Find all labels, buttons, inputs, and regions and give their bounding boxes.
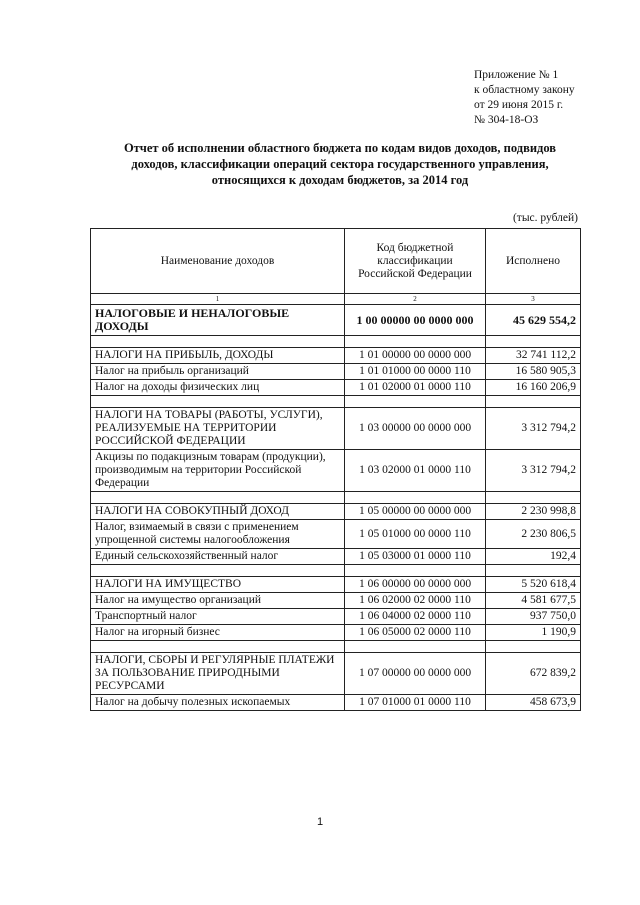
row-code: 1 06 04000 02 0000 110 bbox=[345, 609, 486, 625]
row-code: 1 07 00000 00 0000 000 bbox=[345, 653, 486, 695]
report-title bbox=[90, 140, 590, 188]
title-line-2: доходов, классификации операций сектора государственного управления, bbox=[131, 157, 549, 171]
row-code: 1 05 01000 00 0000 110 bbox=[345, 520, 486, 549]
row-code: 1 01 00000 00 0000 000 bbox=[345, 348, 486, 364]
row-value: 3 312 794,2 bbox=[486, 450, 581, 492]
row-name: Налог, взимаемый в связи с применением упрощенной системы налогообложения bbox=[91, 520, 345, 549]
table-row bbox=[91, 348, 581, 364]
row-value: 192,4 bbox=[486, 549, 581, 565]
row-value: 458 673,9 bbox=[486, 695, 581, 711]
table-row bbox=[91, 609, 581, 625]
spacer-row bbox=[91, 336, 581, 348]
row-name: Транспортный налог bbox=[91, 609, 345, 625]
row-code: 1 05 00000 00 0000 000 bbox=[345, 504, 486, 520]
row-value: 1 190,9 bbox=[486, 625, 581, 641]
table-header-row bbox=[91, 229, 581, 294]
header-code-line-1: Код бюджетной bbox=[376, 241, 454, 254]
row-value: 2 230 998,8 bbox=[486, 504, 581, 520]
table-row bbox=[91, 695, 581, 711]
table-row bbox=[91, 504, 581, 520]
header-value: Исполнено bbox=[486, 229, 581, 294]
row-name: НАЛОГИ НА ИМУЩЕСТВО bbox=[91, 577, 345, 593]
table-row bbox=[91, 450, 581, 492]
row-value: 4 581 677,5 bbox=[486, 593, 581, 609]
column-number: 3 bbox=[486, 294, 581, 305]
page-number: 1 bbox=[316, 816, 324, 828]
table-row bbox=[91, 653, 581, 695]
table-row bbox=[91, 408, 581, 450]
row-code: 1 06 00000 00 0000 000 bbox=[345, 577, 486, 593]
appendix-line-1: Приложение № 1 bbox=[474, 69, 559, 81]
table-row bbox=[91, 593, 581, 609]
row-name: Налог на доходы физических лиц bbox=[91, 380, 345, 396]
row-value: 672 839,2 bbox=[486, 653, 581, 695]
row-name: НАЛОГИ НА ТОВАРЫ (РАБОТЫ, УСЛУГИ), РЕАЛИЗУЕМЫЕ НА ТЕРРИТОРИИ РОССИЙСКОЙ ФЕДЕРАЦИИ bbox=[91, 408, 345, 450]
row-code: 1 00 00000 00 0000 000 bbox=[345, 305, 486, 336]
row-name: Акцизы по подакцизным товарам (продукции), производимым на территории Российской Федерации bbox=[91, 450, 345, 492]
row-name: Налог на добычу полезных ископаемых bbox=[91, 695, 345, 711]
title-line-3: относящихся к доходам бюджетов, за 2014 год bbox=[211, 173, 469, 187]
spacer-row bbox=[91, 396, 581, 408]
row-name: НАЛОГИ НА ПРИБЫЛЬ, ДОХОДЫ bbox=[91, 348, 345, 364]
table-row bbox=[91, 364, 581, 380]
row-value: 16 580 905,3 bbox=[486, 364, 581, 380]
row-code: 1 07 01000 01 0000 110 bbox=[345, 695, 486, 711]
units-label: (тыс. рублей) bbox=[512, 212, 578, 224]
row-code: 1 01 01000 00 0000 110 bbox=[345, 364, 486, 380]
row-code: 1 06 02000 02 0000 110 bbox=[345, 593, 486, 609]
row-value: 2 230 806,5 bbox=[486, 520, 581, 549]
row-name: Налог на игорный бизнес bbox=[91, 625, 345, 641]
spacer-row bbox=[91, 641, 581, 653]
row-value: 16 160 206,9 bbox=[486, 380, 581, 396]
appendix-block bbox=[474, 68, 575, 128]
row-code: 1 05 03000 01 0000 110 bbox=[345, 549, 486, 565]
header-code-line-3: Российской Федерации bbox=[358, 267, 472, 280]
table-row bbox=[91, 305, 581, 336]
row-name: Единый сельскохозяйственный налог bbox=[91, 549, 345, 565]
row-name: НАЛОГИ НА СОВОКУПНЫЙ ДОХОД bbox=[91, 504, 345, 520]
row-code: 1 03 02000 01 0000 110 bbox=[345, 450, 486, 492]
column-number: 1 bbox=[91, 294, 345, 305]
column-number-row bbox=[91, 294, 581, 305]
row-name: НАЛОГИ, СБОРЫ И РЕГУЛЯРНЫЕ ПЛАТЕЖИ ЗА ПОЛЬЗОВАНИЕ ПРИРОДНЫМИ РЕСУРСАМИ bbox=[91, 653, 345, 695]
row-code: 1 01 02000 01 0000 110 bbox=[345, 380, 486, 396]
table-row bbox=[91, 577, 581, 593]
appendix-line-4: № 304-18-ОЗ bbox=[474, 114, 539, 126]
header-code-line-2: классификации bbox=[377, 254, 453, 267]
table-row bbox=[91, 625, 581, 641]
table-row bbox=[91, 549, 581, 565]
header-code bbox=[345, 229, 486, 294]
column-number: 2 bbox=[345, 294, 486, 305]
appendix-line-2: к областному закону bbox=[474, 84, 575, 96]
row-value: 5 520 618,4 bbox=[486, 577, 581, 593]
row-value: 32 741 112,2 bbox=[486, 348, 581, 364]
row-name: НАЛОГОВЫЕ И НЕНАЛОГОВЫЕ ДОХОДЫ bbox=[91, 305, 345, 336]
appendix-line-3: от 29 июня 2015 г. bbox=[474, 99, 564, 111]
row-value: 3 312 794,2 bbox=[486, 408, 581, 450]
table-row bbox=[91, 520, 581, 549]
budget-table bbox=[90, 228, 581, 711]
row-name: Налог на имущество организаций bbox=[91, 593, 345, 609]
table-row bbox=[91, 380, 581, 396]
row-value: 45 629 554,2 bbox=[486, 305, 581, 336]
row-code: 1 06 05000 02 0000 110 bbox=[345, 625, 486, 641]
row-name: Налог на прибыль организаций bbox=[91, 364, 345, 380]
row-value: 937 750,0 bbox=[486, 609, 581, 625]
row-code: 1 03 00000 00 0000 000 bbox=[345, 408, 486, 450]
header-name: Наименование доходов bbox=[91, 229, 345, 294]
spacer-row bbox=[91, 565, 581, 577]
title-line-1: Отчет об исполнении областного бюджета по кодам видов доходов, подвидов bbox=[123, 141, 557, 155]
spacer-row bbox=[91, 492, 581, 504]
